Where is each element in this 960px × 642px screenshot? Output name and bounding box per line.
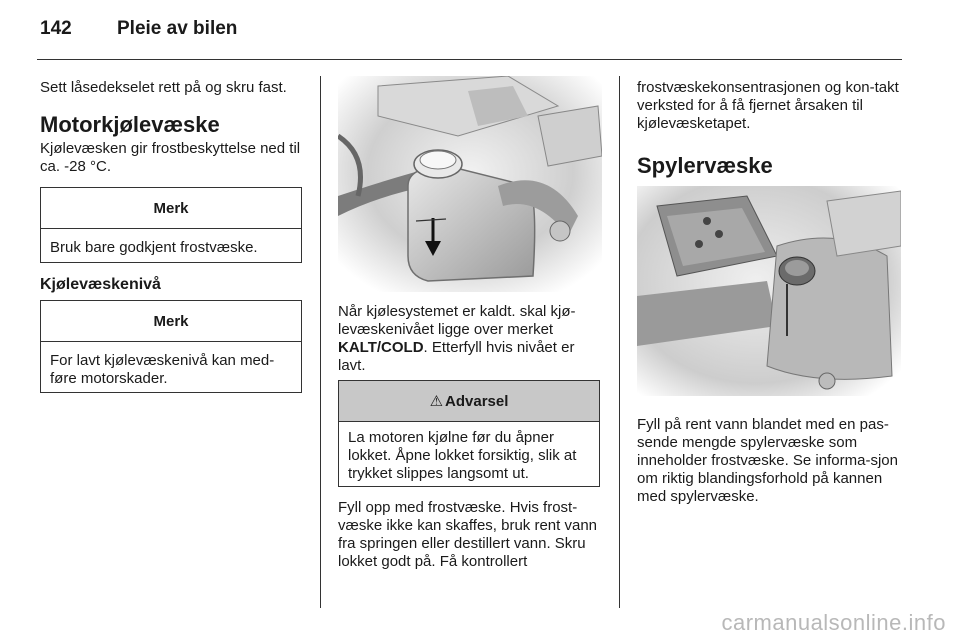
note-box-2-text: For lavt kjølevæskenivå kan med-føre motorskader. [50, 352, 275, 387]
header-rule [37, 59, 902, 60]
note-box-1 [40, 187, 302, 263]
page-number: 142 [40, 18, 72, 39]
intro-text: Sett låsedekselet rett på og skru fast. [40, 79, 287, 96]
column-1 [40, 79, 308, 176]
note-box-1-title: Merk [41, 188, 301, 229]
coolant-level-text [338, 303, 606, 375]
warning-box-title: Advarsel [445, 392, 509, 410]
section-title-coolant: Motorkjølevæske [40, 112, 220, 137]
coolant-level-text-a: Når kjølesystemet er kaldt. skal kjø-levæskenivået ligge over merket [338, 303, 576, 338]
column-divider-2 [619, 76, 620, 608]
coolant-level-text-b: . Etterfyll hvis nivået er lavt. [338, 339, 575, 374]
note-box-2 [40, 300, 302, 393]
watermark: carmanualsonline.info [721, 610, 946, 635]
column-2-text-2 [338, 499, 606, 571]
subsection-title-coolant-level: Kjølevæskenivå [40, 276, 161, 293]
note-box-1-text: Bruk bare godkjent frostvæske. [50, 239, 258, 256]
warning-box-title-row [339, 381, 599, 422]
page-header-title: Pleie av bilen [117, 18, 238, 39]
washer-fluid-reservoir-image [637, 186, 901, 396]
column-divider-1 [320, 76, 321, 608]
coolant-reservoir-image [338, 76, 602, 292]
washer-fluid-text: Fyll på rent vann blandet med en pas-sende mengde spylervæske som inneholder frostvæske. Se informa-sjon om riktig blandingsforhold på kannen med spylervæske. [637, 416, 898, 505]
refill-text: Fyll opp med frostvæske. Hvis frost-væske ikke kan skaffes, bruk rent vann fra springen eller destillert vann. Skru lokket godt på. Få kontrollert [338, 499, 598, 570]
column-3-text-1 [637, 79, 905, 179]
concentration-text: frostvæskekonsentrasjonen og kon-takt verksted for å få fjernet årsaken til kjølevæsketapet. [637, 79, 899, 132]
warning-box-text: La motoren kjølne før du åpner lokket. Åpne lokket forsiktig, slik at trykket slippes langsomt ut. [348, 429, 577, 482]
warning-triangle-icon: ⚠ [429, 393, 444, 410]
section-title-washer-fluid: Spylervæske [637, 153, 773, 178]
note-box-2-title: Merk [41, 301, 301, 342]
coolant-text: Kjølevæsken gir frostbeskyttelse ned til ca. -28 °C. [40, 140, 301, 175]
column-3-text-2 [637, 416, 905, 506]
warning-box [338, 380, 600, 487]
column-2-text-1 [338, 303, 606, 375]
kalt-cold-label: KALT/COLD [338, 339, 424, 356]
